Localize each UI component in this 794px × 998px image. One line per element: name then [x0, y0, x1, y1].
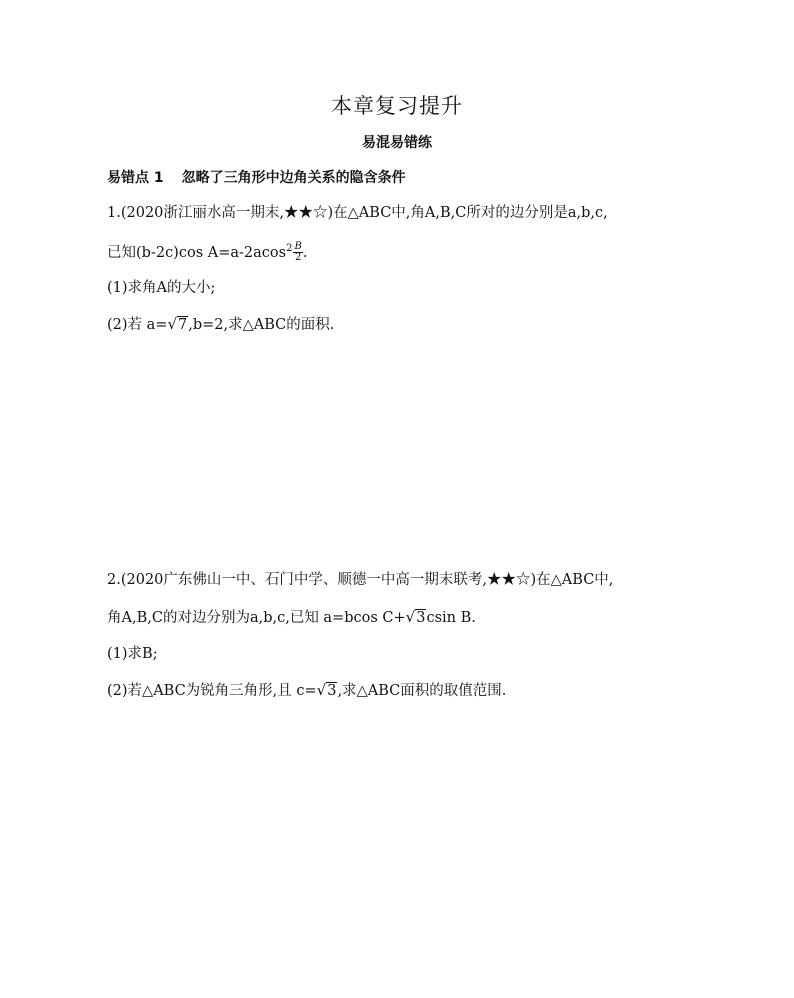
- q2-part-2-sqrt-value: 3: [327, 683, 337, 699]
- q1-line-2: [107, 239, 307, 263]
- q1-part-2-text: (2)若 a=: [107, 317, 168, 333]
- q2-part-2-end: ,求△ABC面积的取值范围.: [337, 683, 507, 699]
- q1-part-2-end: ,b=2,求△ABC的面积.: [188, 317, 335, 333]
- q2-part-2-text: (2)若△ABC为锐角三角形,且 c=: [107, 683, 317, 699]
- q2-line-2-end: csin B.: [426, 610, 476, 626]
- section-heading: [107, 167, 406, 187]
- q2-sqrt-value: 3: [416, 610, 426, 626]
- q1-line-2-end: .: [302, 244, 308, 261]
- q1-sqrt-value: 7: [178, 317, 188, 333]
- q2-part-2-sqrt: √3: [316, 681, 337, 699]
- page-subtitle: 易混易错练: [362, 135, 432, 151]
- q2-sqrt: √3: [405, 608, 426, 626]
- q1-line-2-text: 已知(b-2c)cos A=a-2acos: [107, 244, 287, 261]
- page-title: 本章复习提升: [331, 94, 463, 118]
- q1-fraction-denominator: 2: [294, 252, 302, 264]
- q2-part-2: [107, 680, 506, 701]
- q2-line-2-text: 角A,B,C的对边分别为a,b,c,已知 a=bcos C+: [107, 610, 406, 626]
- section-label: 易错点 1: [107, 170, 164, 186]
- q1-part-2: [107, 314, 334, 335]
- q1-square-superscript: 2: [286, 243, 293, 254]
- q2-line-2: [107, 607, 476, 628]
- q1-line-1: 1.(2020浙江丽水高一期末,★★☆)在△ABC中,角A,B,C所对的边分别是a,b,c,: [107, 205, 608, 221]
- section-text: 忽略了三角形中边角关系的隐含条件: [181, 170, 406, 186]
- q2-part-1: (1)求B;: [107, 646, 158, 662]
- q1-sqrt: √7: [167, 315, 188, 333]
- q1-part-1: (1)求角A的大小;: [107, 280, 216, 296]
- q1-fraction-numerator: B: [294, 241, 302, 253]
- q1-fraction: [293, 242, 302, 263]
- q2-line-1: 2.(2020广东佛山一中、石门中学、顺德一中高一期末联考,★★☆)在△ABC中,: [107, 572, 614, 588]
